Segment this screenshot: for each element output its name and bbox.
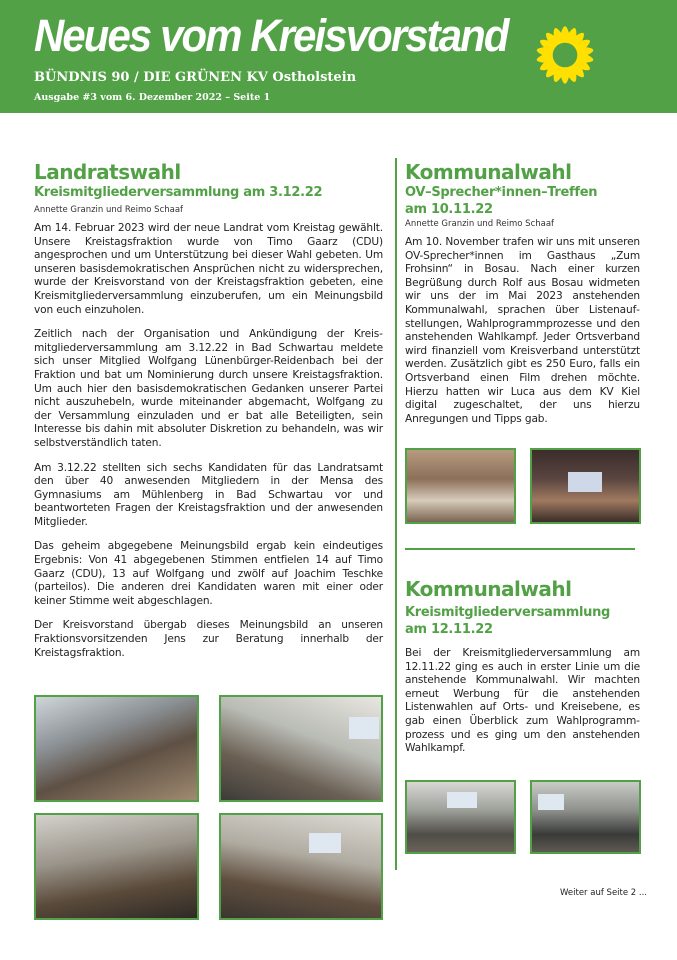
paragraph: Am 14. Februar 2023 wird der neue Landrat vom Kreistag gewählt. Unsere Kreistagsfraktion wurde von Timo Gaarz (CDU) angesprochen und um Unterstützung bei dieser Wahl gebeten. Um unseren basisdemokratischen Ansprüchen nicht zu widersprechen, wurde der Kreisvorstand von der Kreistagsfraktion gebeten, eine Kreismitgliederversammlung einzuberufen, um ein Meinungsbild von euch einzuholen. (34, 222, 383, 316)
continued-note: Weiter auf Seite 2 ... (560, 888, 648, 898)
column-divider (395, 158, 397, 870)
newsletter-title: Neues vom Kreisvorstand (34, 10, 508, 61)
article-kmv (405, 577, 640, 767)
photo-meeting (34, 813, 199, 920)
sunflower-icon (524, 14, 606, 96)
organization-name: BÜNDNIS 90 / DIE GRÜNEN KV Ostholstein (34, 70, 357, 85)
article-heading: Kommunalwahl (405, 160, 572, 184)
article-subheading-date: am 12.11.22 (405, 622, 493, 637)
paragraph: Am 3.12.22 stellten sich sechs Kandidaten für das Landratsamt den über 40 anwesenden Mitgliedern in der Mensa des Gymnasiums am Mühlenberg in Bad Schwartau vor und beantworteten Fragen der Kreistagsfraktion und der anwesenden Mitglieder. (34, 461, 383, 528)
article-subheading: Kreismitgliederversammlung (405, 605, 611, 620)
photo-meeting (530, 448, 641, 524)
article-heading: Landratswahl (34, 160, 181, 184)
article-subheading: OV–Sprecher*innen–Treffen (405, 185, 598, 200)
article-heading: Kommunalwahl (405, 577, 572, 601)
article-authors: Annette Granzin und Reimo Schaaf (34, 205, 184, 215)
paragraph: Zeitlich nach der Organisation und Ankündigung der Kreismitgliederversammlung am 3.12.22 in Bad Schwartau meldete sich unser Mitglied Wolfgang Lünenbürger-Reidenbach bei der Fraktion und bat um Nominierung durch unsere Kreistagsfraktion. Um auch hier den basisdemokratischen Gedanken unserer Partei nicht auszuhebeln, wurde miteinander abgemacht, Wolfgang zu der Versammlung einzuladen und er bat alle Beteiligten, sein Interesse bis dahin mit absoluter Diskretion zu behandeln, was wir selbstverständlich taten. (34, 328, 383, 449)
masthead (0, 0, 677, 113)
paragraph: Das geheim abgegebene Meinungsbild ergab kein eindeutiges Ergebnis: Von 41 abgegebenen Stimmen entfielen 14 auf Timo Gaarz (CDU), 13 auf Wolfgang und zwölf auf Joachim Teschke (parteilos). Die anderen drei Kandidaten waren mit einer oder keiner Stimme weit abgeschlagen. (34, 540, 383, 607)
article-landratswahl (34, 160, 383, 671)
photo-meeting (34, 695, 199, 802)
photo-meeting (405, 780, 516, 854)
photo-meeting (219, 695, 383, 802)
article-authors: Annette Granzin und Reimo Schaaf (405, 219, 555, 229)
photo-meeting (219, 813, 383, 920)
section-divider (405, 548, 635, 550)
photo-meeting (530, 780, 641, 854)
article-subheading: Kreismitgliederversammlung am 3.12.22 (34, 185, 323, 200)
issue-info: Ausgabe #3 vom 6. Dezember 2022 – Seite 1 (34, 92, 271, 103)
article-subheading-date: am 10.11.22 (405, 202, 493, 217)
photo-meeting (405, 448, 516, 524)
paragraph: Am 10. November trafen wir uns mit unseren OV-Sprecher*innen im Gasthaus „Zum Frohsinn“ in Bosau. Nach einer kurzen Begrüßung durch Rolf aus Bosau widmeten wir uns der im Mai 2023 anstehenden Kommunalwahl, sprachen über Listenaufstellungen, Wahlprogrammprozesse und den anstehenden Wahlkampf. Jeder Ortsverband wird finanziell vom Kreisverband unterstützt werden. Zusätzlich gibt es 250 Euro, falls ein Ortsverband einen Film drehen möchte. Hierzu hatten wir Luca aus dem KV Kiel digital zugeschaltet, der uns hierzu Anregungen und Tipps gab. (405, 236, 640, 425)
article-ov-treffen (405, 160, 640, 437)
paragraph: Der Kreisvorstand übergab dieses Meinungsbild an unseren Fraktionsvorsitzenden Jens zur Beratung innerhalb der Kreistagsfraktion. (34, 619, 383, 659)
paragraph: Bei der Kreismitgliederversammlung am 12.11.22 ging es auch in erster Linie um die anstehende Kommunalwahl. Wir machten erneut Werbung für die anstehenden Listenwahlen auf Orts- und Kreisebene, es gab einen Überblick zum Wahlprogrammprozess und es ging um den anstehenden Wahlkampf. (405, 647, 640, 755)
